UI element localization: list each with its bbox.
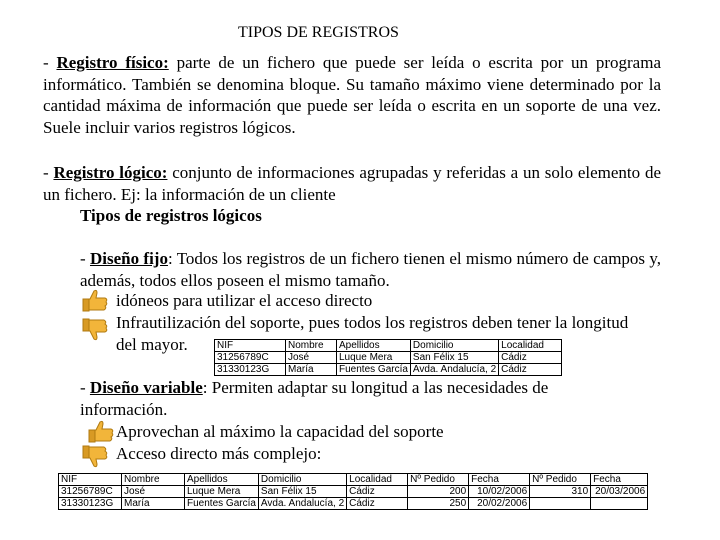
paragraph-registro-fisico — [43, 52, 661, 138]
table-header-cell: Nombre — [286, 340, 337, 352]
table-header-cell: Localidad — [499, 340, 562, 352]
dash: - — [80, 378, 90, 397]
thumbs-down-icon — [80, 444, 110, 470]
term-diseno-fijo: Diseño fijo — [89, 249, 168, 268]
table-row — [215, 364, 562, 376]
fixed-design-table — [214, 339, 562, 376]
fixed-con-text-line2: del mayor. — [116, 335, 188, 354]
table-cell: 31330123G — [59, 498, 122, 510]
fixed-con-text-line1: Infrautilización del soporte, pues todos los registros deben tener la longitud — [116, 313, 629, 332]
table-cell: 20/03/2006 — [591, 486, 648, 498]
table-cell: Avda. Andalucía, 2 — [258, 498, 346, 510]
paragraph-registro-logico — [43, 162, 661, 205]
table-cell: 20/02/2006 — [469, 498, 530, 510]
table-header-cell: Apellidos — [185, 474, 259, 486]
table-header-row — [215, 340, 562, 352]
table-row — [59, 486, 648, 498]
paragraph-diseno-fijo — [80, 248, 661, 291]
paragraph-diseno-variable-line2: información. — [80, 400, 168, 419]
dash: - — [43, 53, 57, 72]
table-cell: Avda. Andalucía, 2 — [410, 364, 498, 376]
variable-con-text: Acceso directo más complejo: — [116, 444, 322, 463]
term-registro-fisico: Registro físico: — [56, 53, 169, 72]
thumbs-up-icon — [80, 287, 110, 313]
table-cell: Fuentes García — [185, 498, 259, 510]
fixed-pro-text: idóneos para utilizar el acceso directo — [116, 291, 373, 310]
dash: - — [80, 249, 90, 268]
table-cell: Cádiz — [499, 352, 562, 364]
table-cell: Cádiz — [347, 486, 408, 498]
page-title: TIPOS DE REGISTROS — [238, 24, 399, 41]
table-cell: 31256789C — [59, 486, 122, 498]
definition-diseno-fijo: : Todos los registros de un fichero tienen el mismo número de campos y, además, todos ellos poseen el mismo tamaño. — [80, 249, 661, 290]
table-header-cell: Localidad — [347, 474, 408, 486]
table-cell: María — [286, 364, 337, 376]
table-cell: San Félix 15 — [410, 352, 498, 364]
table-header-cell: Apellidos — [337, 340, 411, 352]
table-header-cell: Nº Pedido — [408, 474, 469, 486]
table-cell: 31330123G — [215, 364, 286, 376]
table-cell: Luque Mera — [337, 352, 411, 364]
table-cell — [591, 498, 648, 510]
table-cell: Luque Mera — [185, 486, 259, 498]
dash: - — [43, 163, 54, 182]
thumbs-down-icon — [80, 317, 110, 343]
table-cell: 10/02/2006 — [469, 486, 530, 498]
variable-pro-text: Aprovechan al máximo la capacidad del soporte — [116, 422, 444, 441]
table-cell: 310 — [530, 486, 591, 498]
table-header-cell: NIF — [215, 340, 286, 352]
table-cell — [530, 498, 591, 510]
term-registro-logico: Registro lógico: — [53, 163, 168, 182]
definition-registro-fisico: parte de un fichero que puede ser leída o escrita por un programa informático. También se denomina bloque. Su tamaño máximo viene determinado por la cantidad máxima de información que puede ser leída o escrita en un soporte de una vez. Suele incluir varios registros lógicos. — [43, 53, 661, 137]
table-cell: Cádiz — [347, 498, 408, 510]
table-cell: María — [122, 498, 185, 510]
table-header-cell: Nº Pedido — [530, 474, 591, 486]
table-cell: Cádiz — [499, 364, 562, 376]
table-row — [59, 498, 648, 510]
table-cell: 31256789C — [215, 352, 286, 364]
table-header-cell: Domicilio — [258, 474, 346, 486]
table-header-cell: Fecha — [469, 474, 530, 486]
table-header-cell: Domicilio — [410, 340, 498, 352]
table-header-row — [59, 474, 648, 486]
definition-diseno-variable: : Permiten adaptar su longitud a las necesidades de — [202, 378, 549, 397]
variable-design-table — [58, 473, 648, 510]
thumbs-up-icon — [86, 418, 116, 444]
table-cell: 200 — [408, 486, 469, 498]
table-cell: 250 — [408, 498, 469, 510]
section-subtitle: Tipos de registros lógicos — [80, 206, 262, 225]
table-cell: San Félix 15 — [258, 486, 346, 498]
table-cell: José — [286, 352, 337, 364]
term-diseno-variable: Diseño variable — [89, 378, 203, 397]
table-header-cell: NIF — [59, 474, 122, 486]
definition-registro-logico: conjunto de informaciones agrupadas y referidas a un solo elemento de un fichero. Ej: la información de un cliente — [43, 163, 661, 204]
table-header-cell: Fecha — [591, 474, 648, 486]
table-cell: Fuentes García — [337, 364, 411, 376]
table-row — [215, 352, 562, 364]
table-cell: José — [122, 486, 185, 498]
paragraph-diseno-variable-line1 — [80, 377, 548, 398]
table-header-cell: Nombre — [122, 474, 185, 486]
